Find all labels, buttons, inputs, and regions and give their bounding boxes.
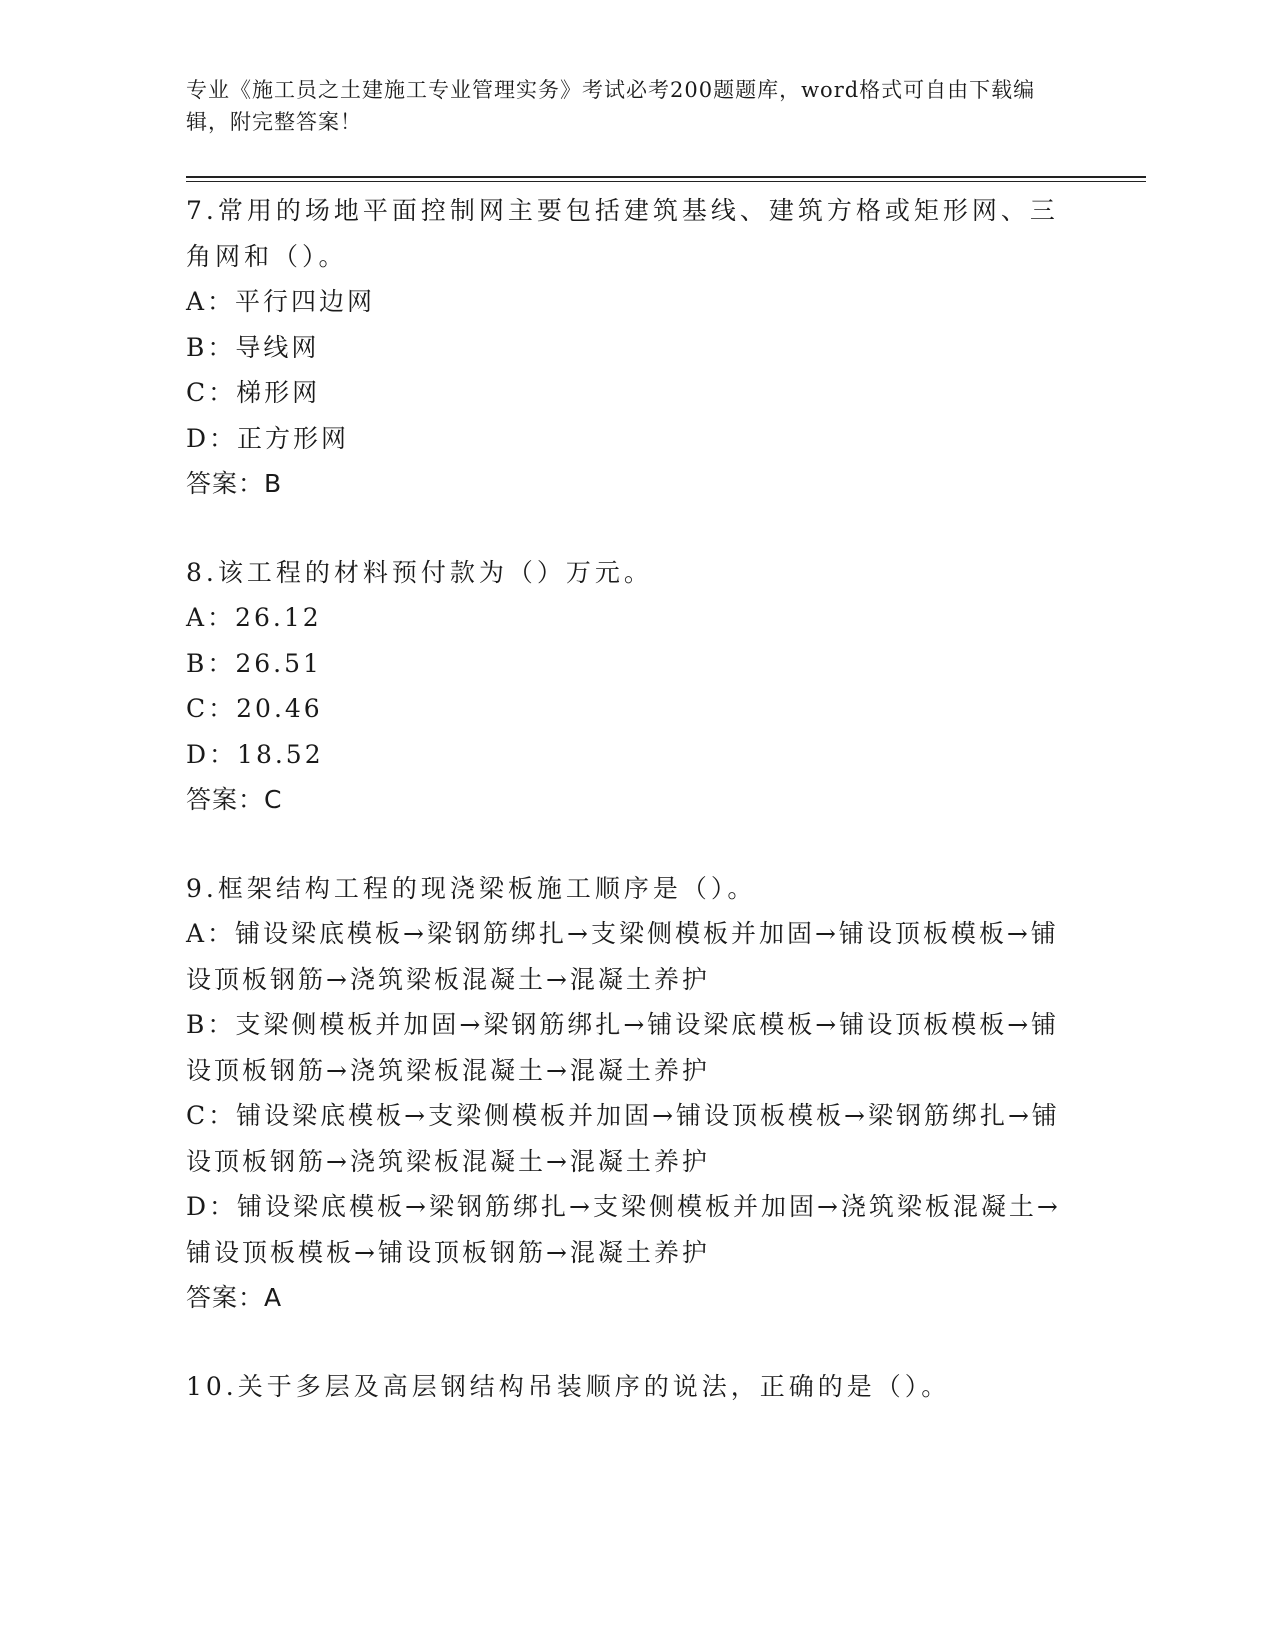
question-list xyxy=(186,188,1086,1452)
question-stem: 10.关于多层及高层钢结构吊装顺序的说法，正确的是（）。 xyxy=(186,1371,951,1401)
question-stem: 9.框架结构工程的现浇梁板施工顺序是（）。 xyxy=(186,873,757,903)
question-option: A：铺设梁底模板→梁钢筋绑扎→支梁侧模板并加固→铺设顶板模板→铺设顶板钢筋→浇筑梁板混凝土→混凝土养护 xyxy=(186,919,1059,994)
header-rule-thick xyxy=(186,176,1146,178)
question-answer: 答案：B xyxy=(186,469,283,498)
header-text: 专业《施工员之土建施工专业管理实务》考试必考200题题库，word格式可自由下载编辑，附完整答案！ xyxy=(186,78,1036,134)
question-option: B：导线网 xyxy=(186,332,320,362)
question-option: A：平行四边网 xyxy=(186,287,376,316)
question-option: A：26.12 xyxy=(186,603,322,632)
question-item xyxy=(186,550,1086,823)
question-option: B：支梁侧模板并加固→梁钢筋绑扎→铺设梁底模板→铺设顶板模板→铺设顶板钢筋→浇筑梁板混凝土→混凝土养护 xyxy=(186,1010,1060,1085)
question-option: D：正方形网 xyxy=(186,423,350,453)
question-stem: 8.该工程的材料预付款为（）万元。 xyxy=(186,557,653,587)
question-item xyxy=(186,866,1086,1321)
question-option: B：26.51 xyxy=(186,648,322,678)
question-item xyxy=(186,188,1086,507)
question-option: C：梯形网 xyxy=(186,378,321,407)
question-item xyxy=(186,1364,1086,1410)
question-answer: 答案：A xyxy=(186,1283,283,1312)
question-stem: 7.常用的场地平面控制网主要包括建筑基线、建筑方格或矩形网、三角网和（）。 xyxy=(186,196,1059,271)
question-option: D：18.52 xyxy=(186,739,324,769)
page-header xyxy=(186,74,1066,138)
question-option: C：20.46 xyxy=(186,694,323,723)
header-rule-thin xyxy=(186,181,1146,182)
question-answer: 答案：C xyxy=(186,785,283,814)
question-option: D：铺设梁底模板→梁钢筋绑扎→支梁侧模板并加固→浇筑梁板混凝土→铺设顶板模板→铺设顶板钢筋→混凝土养护 xyxy=(186,1192,1061,1267)
question-option: C：铺设梁底模板→支梁侧模板并加固→铺设顶板模板→梁钢筋绑扎→铺设顶板钢筋→浇筑梁板混凝土→混凝土养护 xyxy=(186,1101,1060,1176)
